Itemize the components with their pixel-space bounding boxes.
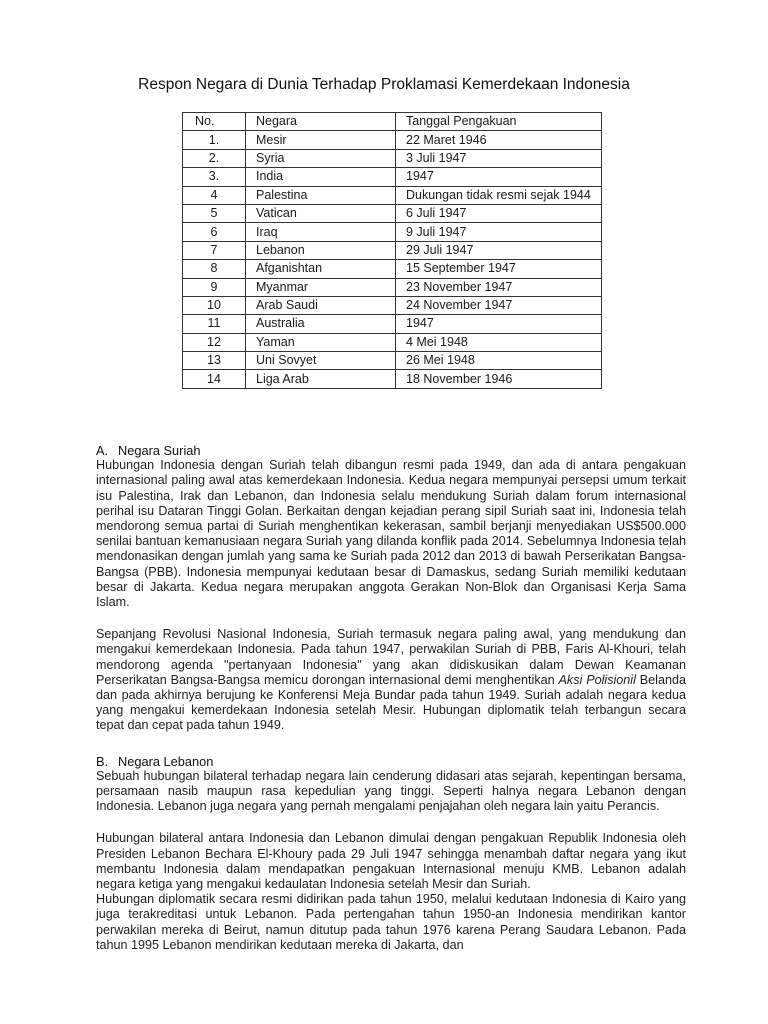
cell-tanggal: Dukungan tidak resmi sejak 1944 [396,186,602,204]
cell-no: 14 [183,370,246,388]
cell-negara: Arab Saudi [246,296,396,314]
cell-no: 4 [183,186,246,204]
section-b-title: Negara Lebanon [118,753,214,769]
cell-negara: India [246,168,396,186]
cell-no: 13 [183,352,246,370]
cell-tanggal: 1947 [396,315,602,333]
cell-negara: Mesir [246,131,396,149]
paragraph-text: Sepanjang Revolusi Nasional Indonesia, Suriah termasuk negara paling awal, yang mendukung dan mengakui kemerdekaan Indonesia. Pada tahun 1947, perwakilan Suriah di PBB, Faris Al-Khouri, telah mendorong agenda "pertanyaan Indonesia" yang akan didiskusikan dalam Dewan Keamanan Perserikatan Bangsa-Bangsa memicu dorongan internasional demi menghentikan [96,627,686,687]
cell-tanggal: 26 Mei 1948 [396,352,602,370]
cell-tanggal: 29 Juli 1947 [396,241,602,259]
table-row [183,204,602,222]
section-a-title: Negara Suriah [118,443,201,458]
cell-negara: Yaman [246,333,396,351]
page-title: Respon Negara di Dunia Terhadap Proklamasi Kemerdekaan Indonesia [138,76,630,93]
section-b-heading [96,754,686,769]
section-b-paragraph-2: Hubungan bilateral antara Indonesia dan Lebanon dimulai dengan pengakuan Republik Indonesia oleh Presiden Lebanon Bechara El-Khoury pada 29 Juli 1947 sehingga menambah daftar negara yang ikut membantu Indonesia dalam mendapatkan pengakuan Internasional menuju KMB. Lebanon adalah negara ketiga yang mengakui kedaulatan Indonesia setelah Mesir dan Suriah. [96,831,686,892]
cell-tanggal: 22 Maret 1946 [396,131,602,149]
section-a-paragraph-2 [96,627,686,733]
cell-negara: Palestina [246,186,396,204]
cell-negara: Myanmar [246,278,396,296]
cell-no: 7 [183,241,246,259]
table-row [183,241,602,259]
cell-negara: Lebanon [246,241,396,259]
cell-no: 11 [183,315,246,333]
table-row [183,186,602,204]
cell-tanggal: 6 Juli 1947 [396,204,602,222]
cell-tanggal: 18 November 1946 [396,370,602,388]
cell-no: 8 [183,260,246,278]
section-a-letter: A. [96,443,109,458]
cell-negara: Australia [246,315,396,333]
cell-no: 5 [183,204,246,222]
cell-tanggal: 24 November 1947 [396,296,602,314]
cell-tanggal: 4 Mei 1948 [396,333,602,351]
header-tanggal: Tanggal Pengakuan [396,113,602,131]
table-row [183,296,602,314]
document-body [96,443,686,953]
header-no: No. [183,113,246,131]
table-row [183,333,602,351]
cell-no: 2. [183,149,246,167]
table-row [183,278,602,296]
cell-negara: Iraq [246,223,396,241]
table-row [183,223,602,241]
cell-negara: Syria [246,149,396,167]
section-b-paragraph-3: Hubungan diplomatik secara resmi didirikan pada tahun 1950, melalui kedutaan Indonesia di Kairo yang juga terakreditasi untuk Lebanon. Pada pertengahan tahun 1950-an Indonesia mendirikan kantor perwakilan mereka di Beirut, namun ditutup pada tahun 1976 karena Perang Saudara Lebanon. Pada tahun 1995 Lebanon mendirikan kedutaan mereka di Jakarta, dan [96,892,686,952]
cell-no: 1. [183,131,246,149]
table-row [183,131,602,149]
table-header-row [183,113,602,131]
cell-tanggal: 23 November 1947 [396,278,602,296]
section-b-letter: B. [96,753,109,769]
cell-no: 9 [183,278,246,296]
header-negara: Negara [246,113,396,131]
cell-no: 12 [183,333,246,351]
table-row [183,370,602,388]
table-row [183,315,602,333]
cell-negara: Uni Sovyet [246,352,396,370]
cell-no: 3. [183,168,246,186]
table-row [183,260,602,278]
cell-no: 10 [183,296,246,314]
section-a-heading [96,443,686,458]
section-a-paragraph-1: Hubungan Indonesia dengan Suriah telah dibangun resmi pada 1949, dan ada di antara pengakuan internasional paling awal atas kemerdekaan Indonesia. Kedua negara mempunyai persepsi umum terkait isu Palestina, Irak dan Lebanon, dan Indonesia selalu mendukung Suriah dalam forum internasional perihal isu Dataran Tinggi Golan. Berkaitan dengan kejadian perang sipil Suriah saat ini, Indonesia telah mendorong semua partai di Suriah menghentikan kekerasan, sambil berjanji menyediakan US$500.000 senilai bantuan kemanusiaan negara Suriah yang dilanda konflik pada 2014. Sebelumnya Indonesia telah mendonasikan dengan jumlah yang sama ke Suriah pada 2012 dan 2013 di bawah Perserikatan Bangsa-Bangsa (PBB). Indonesia mempunyai kedutaan besar di Damaskus, sedang Suriah memiliki kedutaan besar di Jakarta. Kedua negara merupakan anggota Gerakan Non-Blok dan Organisasi Kerja Sama Islam. [96,458,686,610]
italic-term: Aksi Polisionil [558,672,636,687]
paragraph-text: Belanda dan pada akhirnya berujung ke Konferensi Meja Bundar pada tahun 1949. Suriah adalah negara kedua yang mengakui kemerdekaan Indonesia setelah Mesir. Hubungan diplomatik telah terbangun secara tepat dan cepat pada tahun 1949. [96,672,686,733]
cell-negara: Liga Arab [246,370,396,388]
table-row [183,352,602,370]
cell-tanggal: 15 September 1947 [396,260,602,278]
cell-tanggal: 9 Juli 1947 [396,223,602,241]
table-row [183,149,602,167]
cell-negara: Afganishtan [246,260,396,278]
section-b-paragraph-1: Sebuah hubungan bilateral terhadap negara lain cenderung didasari atas sejarah, kepentingan bersama, persamaan nasib maupun rasa kepedulian yang tinggi. Seperti halnya negara Lebanon dengan Indonesia. Lebanon juga negara yang pernah mengalami penjajahan oleh negara lain yaitu Perancis. [96,768,686,814]
cell-negara: Vatican [246,204,396,222]
cell-tanggal: 1947 [396,168,602,186]
table-row [183,168,602,186]
cell-tanggal: 3 Juli 1947 [396,149,602,167]
cell-no: 6 [183,223,246,241]
recognition-table [182,112,602,389]
